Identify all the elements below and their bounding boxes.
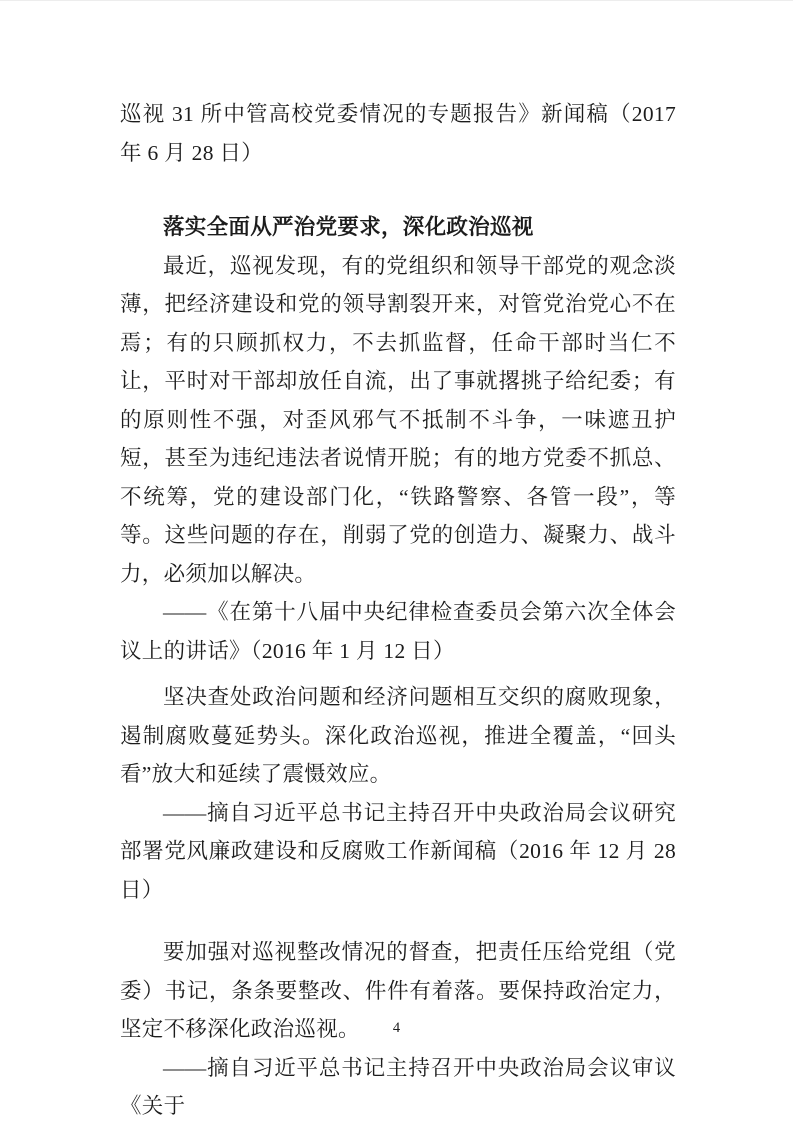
body-paragraph-3: 要加强对巡视整改情况的督查，把责任压给党组（党委）书记，条条要整改、件件有着落。要保持政治定力，坚定不移深化政治巡视。 [120, 940, 676, 1041]
body-paragraph-2: 坚决查处政治问题和经济问题相互交织的腐败现象，遏制腐败蔓延势头。深化政治巡视，推进全覆盖，“回头看”放大和延续了震慑效应。 [120, 685, 676, 786]
continued-paragraph: 巡视 31 所中管高校党委情况的专题报告》新闻稿（2017 年 6 月 28 日） [120, 102, 676, 165]
citation-3: ——摘自习近平总书记主持召开中央政治局会议审议《关于 [120, 1055, 676, 1118]
page-content [120, 95, 676, 1126]
page-footer [0, 1019, 793, 1037]
page-number: 4 [392, 1020, 401, 1036]
section-heading: 落实全面从严治党要求，深化政治巡视 [163, 215, 534, 239]
body-paragraph-1: 最近，巡视发现，有的党组织和领导干部党的观念淡薄，把经济建设和党的领导割裂开来，对管党治党心不在焉；有的只顾抓权力，不去抓监督，任命干部时当仁不让，平时对干部却放任自流，出了事就撂挑子给纪委；有的原则性不强，对歪风邪气不抵制不斗争，一味遮丑护短，甚至为违纪违法者说情开脱；有的地方党委不抓总、不统筹，党的建设部门化，“铁路警察、各管一段”，等等。这些问题的存在，削弱了党的创造力、凝聚力、战斗力，必须加以解决。 [120, 253, 676, 586]
citation-1: ——《在第十八届中央纪律检查委员会第六次全体会议上的讲话》（2016 年 1 月 12 日） [120, 600, 676, 663]
citation-2: ——摘自习近平总书记主持召开中央政治局会议研究部署党风廉政建设和反腐败工作新闻稿（2016 年 12 月 28 日） [120, 800, 676, 902]
document-page [0, 1, 793, 1123]
